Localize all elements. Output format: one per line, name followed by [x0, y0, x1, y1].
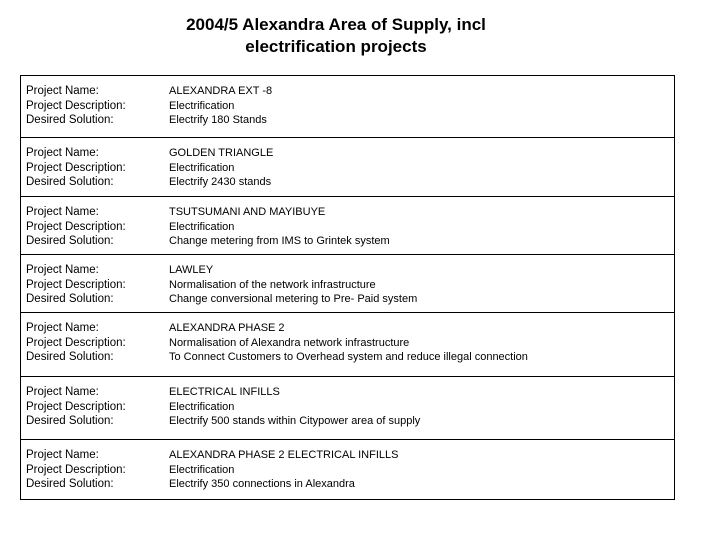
project-name: ALEXANDRA EXT -8: [169, 85, 273, 97]
desired-solution: Electrify 2430 stands: [169, 176, 272, 188]
project-row: [21, 197, 675, 255]
title-line-1: 2004/5 Alexandra Area of Supply, incl: [186, 15, 486, 34]
project-row: [21, 313, 675, 377]
desired-solution-label: Desired Solution:: [26, 293, 114, 305]
row-values: [164, 440, 674, 499]
project-name-label: Project Name:: [26, 264, 99, 276]
projects-table: [20, 75, 675, 500]
row-labels: [21, 76, 164, 137]
project-name-label: Project Name:: [26, 449, 99, 461]
project-description-label: Project Description:: [26, 336, 126, 349]
project-name: ALEXANDRA PHASE 2 ELECTRICAL INFILLS: [169, 449, 399, 461]
row-values: [164, 138, 674, 196]
project-row: [21, 440, 675, 500]
project-description-label: Project Description:: [26, 463, 126, 476]
row-values: [164, 377, 674, 439]
desired-solution-label: Desired Solution:: [26, 478, 114, 490]
desired-solution: Change metering from IMS to Grintek system: [169, 235, 390, 247]
row-values: [164, 76, 674, 137]
row-labels: [21, 255, 164, 312]
desired-solution-label: Desired Solution:: [26, 415, 114, 427]
row-values: [164, 197, 674, 254]
row-labels: [21, 197, 164, 254]
desired-solution-label: Desired Solution:: [26, 176, 114, 188]
row-labels: [21, 313, 164, 376]
project-description-label: Project Description:: [26, 278, 126, 291]
row-values: [164, 313, 674, 376]
project-name-label: Project Name:: [26, 147, 99, 159]
desired-solution: Electrify 500 stands within Citypower area of supply: [169, 415, 421, 427]
desired-solution: Electrify 350 connections in Alexandra: [169, 478, 355, 490]
page-title: [0, 14, 672, 58]
row-labels: [21, 138, 164, 196]
project-description-label: Project Description:: [26, 99, 126, 112]
project-row: [21, 76, 675, 138]
project-row: [21, 255, 675, 313]
project-name-label: Project Name:: [26, 206, 99, 218]
project-name-label: Project Name:: [26, 85, 99, 97]
desired-solution-label: Desired Solution:: [26, 351, 114, 363]
project-description-label: Project Description:: [26, 161, 126, 174]
project-description: Electrification: [169, 220, 235, 233]
project-description-label: Project Description:: [26, 220, 126, 233]
project-name-label: Project Name:: [26, 386, 99, 398]
desired-solution: To Connect Customers to Overhead system and reduce illegal connection: [169, 351, 528, 363]
project-name-label: Project Name:: [26, 322, 99, 334]
title-line-2: electrification projects: [245, 37, 427, 56]
project-description: Electrification: [169, 99, 235, 112]
desired-solution: Change conversional metering to Pre- Paid system: [169, 293, 418, 305]
project-description: Normalisation of Alexandra network infrastructure: [169, 336, 410, 349]
row-values: [164, 255, 674, 312]
project-description: Normalisation of the network infrastructure: [169, 278, 376, 291]
row-labels: [21, 440, 164, 499]
project-name: TSUTSUMANI AND MAYIBUYE: [169, 206, 326, 218]
project-description: Electrification: [169, 400, 235, 413]
project-name: LAWLEY: [169, 264, 214, 276]
project-name: GOLDEN TRIANGLE: [169, 147, 274, 159]
row-labels: [21, 377, 164, 439]
project-name: ELECTRICAL INFILLS: [169, 386, 280, 398]
desired-solution-label: Desired Solution:: [26, 114, 114, 126]
project-row: [21, 138, 675, 197]
desired-solution: Electrify 180 Stands: [169, 114, 267, 126]
project-description: Electrification: [169, 161, 235, 174]
project-description: Electrification: [169, 463, 235, 476]
project-row: [21, 377, 675, 440]
project-name: ALEXANDRA PHASE 2: [169, 322, 285, 334]
desired-solution-label: Desired Solution:: [26, 235, 114, 247]
project-description-label: Project Description:: [26, 400, 126, 413]
